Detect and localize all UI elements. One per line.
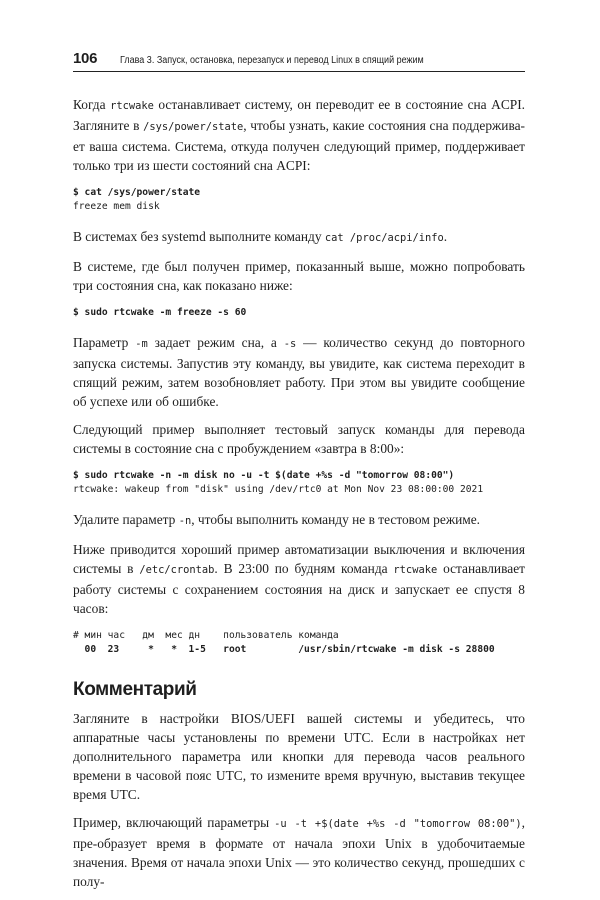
code-block-test-run: $ sudo rtcwake -n -m disk no -u -t $(date +%s -d "tomorrow 08:00") rtcwake: wakeup from "disk" using /dev/rtc0 at Mon Nov 23 08:00:00 2021 <box>73 470 484 495</box>
paragraph-test-run: Следующий пример выполняет тестовый запуск команды для перевода системы в состояние сна с пробуждением «завтра в 8:00»: <box>73 422 525 456</box>
inline-code: -u -t +$(date +%s -d "tomorrow 08:00") <box>274 818 522 830</box>
inline-code: /etc/crontab <box>139 564 215 576</box>
page-number: 106 <box>73 50 98 67</box>
inline-code: rtcwake <box>110 100 154 112</box>
running-title: Глава 3. Запуск, остановка, перезапуск и перевод Linux в спящий режим <box>120 55 424 66</box>
inline-code: rtcwake <box>393 564 438 576</box>
page-header <box>73 50 525 72</box>
code-block-power-state: $ cat /sys/power/state freeze mem disk <box>73 187 201 212</box>
paragraph-no-systemd: В системах без systemd выполните команду cat /proc/acpi/info. <box>73 229 448 244</box>
paragraph-epoch: Пример, включающий параметры -u -t +$(date +%s -d "tomorrow 08:00"), пре-образует время в формате от начала эпохи Unix в удобочитаемые значения. Время от начала эпохи Unix — это количество секунд, прошедших с полу- <box>73 815 525 889</box>
section-heading: Комментарий <box>73 679 197 700</box>
inline-code: -s <box>283 338 297 350</box>
paragraph-rtcwake-intro: Когда rtcwake останавливает систему, он переводит ее в состояние сна ACPI. Загляните в /sys/power/state, чтобы узнать, какие состояния сна поддержива-ет ваша система. Система, откуда получен следующий пример, поддерживает только три из шести состояний сна ACPI: <box>73 97 526 173</box>
inline-code: -n <box>178 515 192 527</box>
code-block-crontab: # мин час дм мес дн пользователь команда 00 23 * * 1-5 root /usr/sbin/rtcwake -m disk -s 28800 <box>73 630 495 655</box>
inline-code: -m <box>135 338 148 350</box>
paragraph-utc: Загляните в настройки BIOS/UEFI вашей системы и убедитесь, что аппаратные часы установлены по времени UTC. Если в настройках нет дополнительного параметра или кнопки для перевода часов реального времени в часовой пояс UTC, то измените время вручную, выставив текущее время UTC. <box>73 711 525 802</box>
inline-code: cat /proc/acpi/info <box>324 232 444 244</box>
page-body <box>73 95 525 900</box>
code-block-freeze: $ sudo rtcwake -m freeze -s 60 <box>73 307 247 318</box>
paragraph-params: Параметр -m задает режим сна, а -s — количество секунд до повторного запуска системы. Запустив эту команду, вы увидите, как система переходит в спящий режим, затем возобновляет работу. При этом вы увидите сообщение об успехе или об ошибке. <box>73 335 525 409</box>
paragraph-remove-n: Удалите параметр -n, чтобы выполнить команду не в тестовом режиме. <box>73 512 480 527</box>
paragraph-three-states: В системе, где был получен пример, показанный выше, можно попробовать три состояния сна, как показано ниже: <box>73 259 525 293</box>
paragraph-crontab: Ниже приводится хороший пример автоматизации выключения и включения системы в /etc/crontab. В 23:00 по будням команда rtcwake останавливает работу системы с сохранением состояния на диск и запускает ее спустя 8 часов: <box>73 542 525 616</box>
inline-code: /sys/power/state <box>143 121 244 133</box>
